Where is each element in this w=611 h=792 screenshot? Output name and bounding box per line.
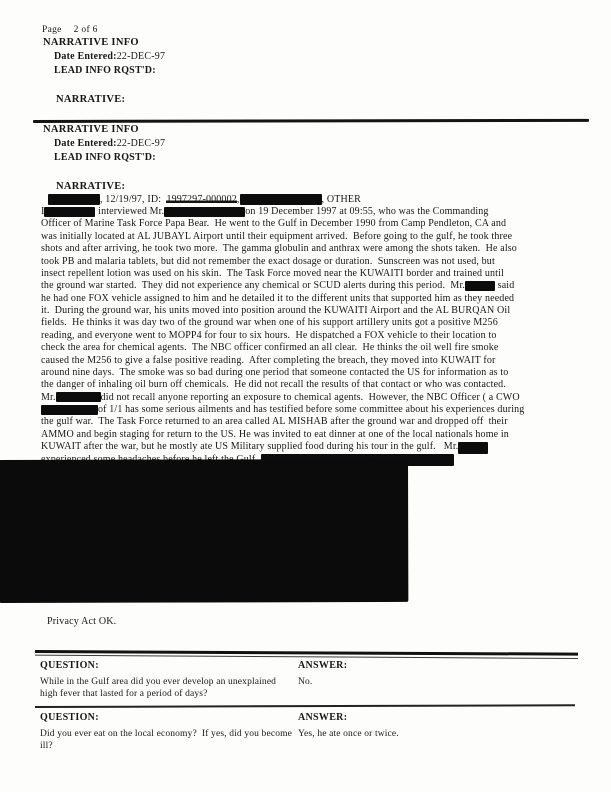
narrative-text-block bbox=[41, 193, 525, 465]
narrative-info-section-2 bbox=[0, 124, 611, 603]
narrative-text-segment: on 19 December 1997 at 09:55, who was the Commanding bbox=[245, 206, 489, 218]
narrative-text-segment: AMMO and begin staging for return to the US. He was invited to eat dinner at one of the local nationals home in bbox=[41, 428, 509, 440]
narrative-text-segment: caused the M256 to give a false positive reading. After completing the breach, they moved into KUWAIT for bbox=[41, 354, 496, 366]
narrative-text-segment: he had one FOX vehicle assigned to him and he detailed it to the different units that supported him as they needed bbox=[41, 292, 515, 304]
section-title: NARRATIVE INFO bbox=[43, 37, 139, 48]
narrative-line bbox=[41, 267, 504, 279]
narrative-line bbox=[41, 304, 511, 317]
answer-label: ANSWER: bbox=[298, 711, 348, 723]
redaction-block bbox=[0, 459, 408, 603]
qa-row bbox=[0, 712, 611, 756]
answer-text: No. bbox=[298, 676, 313, 687]
qa-divider-rule bbox=[35, 704, 575, 707]
narrative-text-segment: , OTHER bbox=[321, 193, 361, 205]
narrative-text-segment: said bbox=[495, 280, 515, 292]
page-number bbox=[42, 25, 611, 36]
redaction-bar bbox=[240, 194, 322, 205]
rule-thin bbox=[35, 654, 578, 658]
narrative-text-segment: I bbox=[41, 206, 45, 218]
narrative-line bbox=[41, 280, 515, 292]
date-entered-value: 22-DEC-97 bbox=[116, 138, 166, 149]
narrative-line bbox=[41, 230, 513, 242]
narrative-line bbox=[41, 243, 517, 255]
narrative-text-segment: it. During the ground war, his units moved into position around the KUWAITI Airport and the AL BURQAN Oil bbox=[41, 305, 511, 317]
narrative-line bbox=[41, 205, 489, 218]
redaction-bar bbox=[41, 405, 98, 415]
redaction-bar bbox=[44, 207, 95, 217]
narrative-text-segment: did not recall anyone reporting an exposure to chemical agents. However, the NBC Officer ( a CWO bbox=[100, 391, 520, 403]
question-text: While in the Gulf area did you ever develop an unexplained high fever that lasted for a period of days? bbox=[40, 676, 279, 699]
narrative-text-segment: the gulf war. The Task Force returned to an area called AL MISHAB after the ground war and dropped off their bbox=[41, 416, 508, 428]
page-label: Page bbox=[42, 25, 62, 35]
narrative-text-segment: shots and after arriving, he took two more. The gamma globulin and anthrax were among the shots taken. He also bbox=[41, 243, 517, 255]
narrative-text-segment: KUWAIT after the war, but he mostly ate US Military supplied food during his tour in the gulf. Mr. bbox=[41, 441, 459, 453]
narrative-text-segment: Officer of Marine Task Force Papa Bear. He went to the Gulf in December 1990 from Camp Pendleton, CA and bbox=[41, 218, 507, 230]
narrative-line bbox=[41, 218, 507, 230]
date-entered-field bbox=[54, 51, 611, 63]
lead-info-label: LEAD INFO RQST'D: bbox=[54, 152, 156, 163]
narrative-info-section-1 bbox=[0, 37, 611, 106]
lead-info-label: LEAD INFO RQST'D: bbox=[54, 65, 156, 76]
narrative-text-segment: was initially located at AL JUBAYL Airport until their equipment arrived. Before going to the gulf, he took three bbox=[41, 230, 513, 242]
question-text: Did you ever eat on the local economy? If yes, did you become ill? bbox=[40, 728, 295, 751]
partially-redacted-id-number: 1997297-000002 bbox=[166, 193, 237, 205]
narrative-text-segment: reading, and everyone went to MOPP4 for four to six hours. He dispatched a FOX vehicle to their location to bbox=[41, 329, 497, 341]
answer-label: ANSWER: bbox=[298, 659, 348, 671]
narrative-line bbox=[41, 441, 459, 453]
narrative-text-segment: around nine days. The smoke was so bad during one period that someone contacted the US for information as to bbox=[41, 366, 509, 378]
qa-row bbox=[0, 660, 611, 704]
narrative-text-segment: check the area for chemical agents. The NBC officer confirmed an all clear. He thinks the oil well fire smoke bbox=[41, 342, 499, 354]
date-entered-field bbox=[54, 138, 611, 150]
redaction-bar bbox=[164, 207, 245, 217]
date-entered-label: Date Entered: bbox=[54, 138, 117, 149]
narrative-line bbox=[41, 379, 506, 391]
narrative-line bbox=[41, 255, 495, 267]
section-title: NARRATIVE INFO bbox=[43, 124, 139, 135]
narrative-line bbox=[41, 317, 498, 329]
narrative-line bbox=[41, 354, 496, 366]
narrative-label: NARRATIVE: bbox=[56, 94, 126, 105]
redaction-bar bbox=[465, 281, 495, 291]
narrative-line bbox=[41, 416, 508, 428]
narrative-line bbox=[41, 292, 515, 304]
narrative-text-segment: took PB and malaria tablets, but did not remember the exact dosage or duration. Sunscreen was not used, but bbox=[41, 255, 495, 267]
narrative-line bbox=[41, 391, 520, 403]
narrative-line bbox=[41, 193, 454, 205]
narrative-text-segment: of 1/1 has some serious ailments and has testified before some committee about his experiences during bbox=[98, 404, 525, 416]
redaction-bar bbox=[458, 442, 488, 454]
section-divider-rule bbox=[33, 119, 589, 123]
question-answer-section bbox=[0, 650, 611, 756]
redaction-bar bbox=[48, 194, 100, 205]
narrative-line bbox=[41, 428, 509, 440]
question-label: QUESTION: bbox=[40, 711, 99, 723]
narrative-text-segment: the danger of inhaling oil burn off chemicals. He did not recall the results of that contact or who was contacted. bbox=[41, 379, 506, 391]
narrative-text-segment: , 12/19/97, ID: bbox=[100, 193, 167, 205]
narrative-line bbox=[41, 366, 509, 378]
narrative-line bbox=[41, 342, 499, 354]
qa-top-rule bbox=[35, 650, 578, 658]
narrative-label: NARRATIVE: bbox=[56, 181, 126, 192]
narrative-text-segment: the ground war started. They did not experience any chemical or SCUD alerts during this period. Mr. bbox=[41, 280, 466, 292]
answer-text: Yes, he ate once or twice. bbox=[298, 728, 399, 739]
date-entered-label: Date Entered: bbox=[54, 51, 117, 62]
narrative-text-segment: Mr. bbox=[41, 391, 56, 403]
narrative-line bbox=[41, 329, 497, 341]
redaction-bar bbox=[56, 392, 101, 402]
narrative-line bbox=[41, 403, 525, 416]
narrative-text-segment: interviewed Mr. bbox=[95, 206, 165, 218]
narrative-text-segment: , bbox=[236, 193, 240, 205]
narrative-text-segment: fields. He thinks it was day two of the ground war when one of his support artillery units got a positive M256 bbox=[41, 317, 498, 329]
privacy-act-note: Privacy Act OK. bbox=[47, 616, 117, 628]
date-entered-value: 22-DEC-97 bbox=[116, 51, 166, 62]
narrative-text-segment: insect repellent lotion was used on his skin. The Task Force moved near the KUWAITI border and trained until bbox=[41, 267, 504, 279]
page-value: 2 of 6 bbox=[73, 25, 98, 35]
question-label: QUESTION: bbox=[40, 659, 99, 671]
